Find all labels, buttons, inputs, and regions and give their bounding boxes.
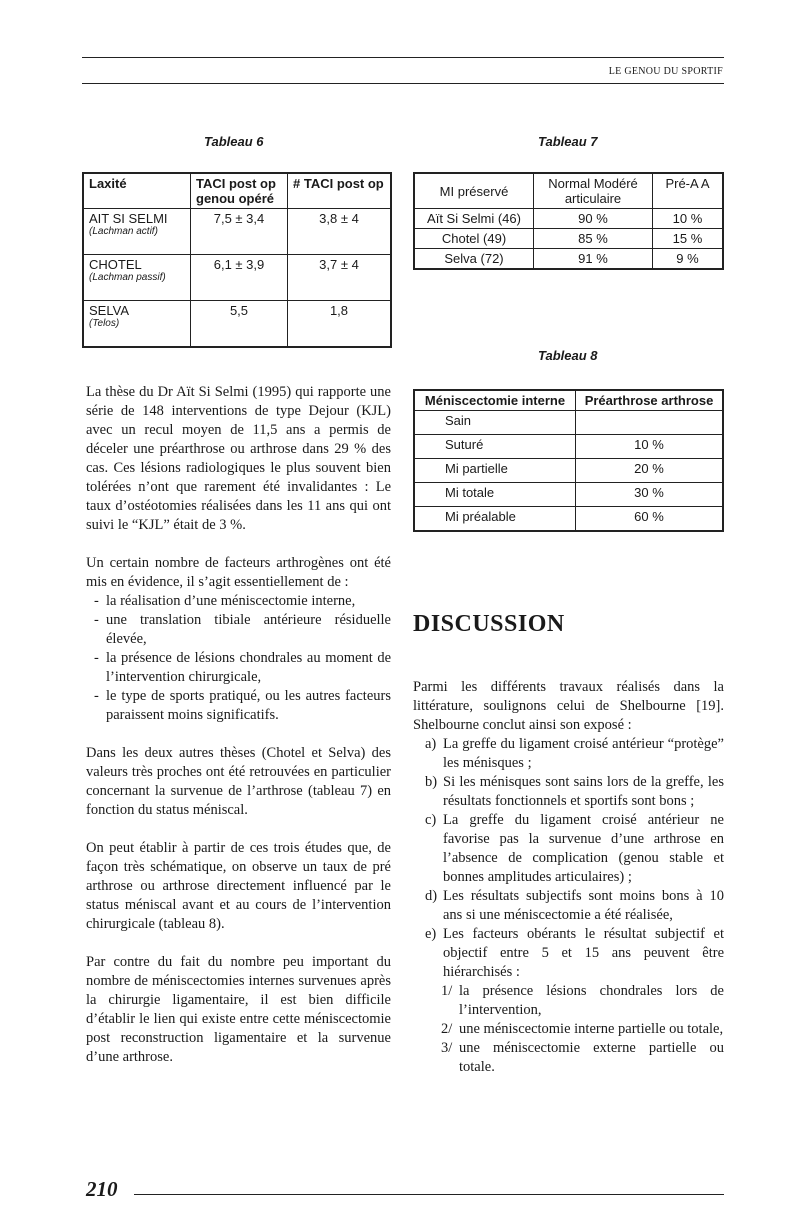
table7-caption: Tableau 7	[538, 134, 598, 149]
list-marker: 1/	[441, 983, 453, 999]
list-item-text: la présence de lésions chondrales au moment de l’intervention chirurgicale,	[106, 650, 391, 685]
section-title-discussion: DISCUSSION	[413, 611, 565, 637]
table-row-label	[83, 301, 191, 347]
list-item	[413, 982, 724, 1020]
table-row	[414, 435, 723, 459]
table-row	[414, 483, 723, 507]
list-item-text: La greffe du ligament croisé antérieur ne favorise pas la survenue d’une arthrose en l’absence de complication (genou stable et bonnes amplitudes articulaires) ;	[443, 812, 724, 885]
table-row-label: Aït Si Selmi (46)	[414, 209, 534, 229]
list-item	[413, 735, 724, 773]
row-label-text: CHOTEL	[89, 257, 142, 272]
table-header-row	[414, 390, 723, 411]
list-item-text: Les facteurs obérants le résultat subjectif et objectif entre 5 et 15 ans peuvent être hiérarchisés :	[443, 926, 724, 980]
table-header-row	[414, 173, 723, 209]
table6-header-laxite: Laxité	[83, 173, 191, 209]
list-marker: 3/	[441, 1040, 453, 1056]
paragraph: La thèse du Dr Aït Si Selmi (1995) qui rapporte une série de 148 interventions de type Dejour (KJL) avec un recul moyen de 11,5 ans a permis de déceler une préarthrose ou arthrose dans 29 % des cas. Ces lésions radiologiques le plus souvent bien tolérées n’ont que rarement été invalidantes : Le taux d’ostéotomies réalisées dans les 11 ans qui ont suivi le “KJL” était de 3 %.	[86, 384, 391, 533]
left-column	[86, 383, 391, 1086]
footer-rule	[134, 1194, 724, 1195]
table-row-label: Mi partielle	[414, 459, 576, 483]
table8-header-meniscectomie: Méniscectomie interne	[414, 390, 576, 411]
list-item	[413, 773, 724, 811]
list-item	[413, 887, 724, 925]
list-marker: a)	[425, 736, 437, 752]
list-marker: 2/	[441, 1021, 453, 1037]
table-cell	[576, 411, 724, 435]
paragraph: Dans les deux autres thèses (Chotel et Selva) des valeurs très proches ont été retrouvées en particulier concernant la survenue de l’arthrose (tableau 7) en fonction du status méniscal.	[86, 745, 391, 818]
table-row-label: Mi préalable	[414, 507, 576, 531]
table-cell: 20 %	[576, 459, 724, 483]
table-cell: 1,8	[288, 301, 392, 347]
list-item	[413, 1020, 724, 1039]
list-item-text: La greffe du ligament croisé antérieur “protège” les ménisques ;	[443, 736, 724, 771]
list-marker: e)	[425, 926, 437, 942]
list-item	[413, 811, 724, 887]
list-item: - la réalisation d’une méniscectomie interne,	[94, 593, 356, 609]
table6-header-taci-diff: # TACI post op	[288, 173, 392, 209]
table-row	[83, 209, 391, 255]
table-row	[414, 209, 723, 229]
table-header-row	[83, 173, 391, 209]
table-row-label: Selva (72)	[414, 249, 534, 270]
paragraph: On peut établir à partir de ces trois études que, de façon très schématique, on observe un taux de pré arthrose ou arthrose directement influencé par le status méniscal avant et au cours de l’intervention chirurgicale (tableau 8).	[86, 840, 391, 932]
page-number: 210	[86, 1177, 118, 1201]
table-cell: 30 %	[576, 483, 724, 507]
list-item-text: une translation tibiale antérieure résiduelle élevée,	[106, 612, 391, 647]
table-row	[83, 301, 391, 347]
header-bottom-rule	[82, 83, 724, 84]
table-cell: 6,1 ± 3,9	[191, 255, 288, 301]
list-item	[413, 925, 724, 982]
list-item-text: une méniscectomie interne partielle ou totale,	[459, 1021, 724, 1037]
list-marker: d)	[425, 888, 438, 904]
list-marker: c)	[425, 812, 437, 828]
table-row-label	[83, 209, 191, 255]
table-cell: 7,5 ± 3,4	[191, 209, 288, 255]
list-item-text: Si les ménisques sont sains lors de la greffe, les résultats fonctionnels et sportifs sont bons ;	[443, 774, 724, 809]
table7	[413, 172, 724, 270]
table8	[413, 389, 724, 532]
header-top-rule	[82, 57, 724, 58]
list-item-text: la présence lésions chondrales lors de l’intervention,	[459, 983, 724, 1018]
table-row-label: Suturé	[414, 435, 576, 459]
table-row	[414, 229, 723, 249]
table-row-label: Chotel (49)	[414, 229, 534, 249]
table8-header-prearthrose: Préarthrose arthrose	[576, 390, 724, 411]
table-cell: 90 %	[534, 209, 653, 229]
table-cell: 85 %	[534, 229, 653, 249]
table-row-label: Mi totale	[414, 483, 576, 507]
row-label-text: SELVA	[89, 303, 129, 318]
table-row	[83, 255, 391, 301]
right-column	[413, 678, 724, 1077]
table-cell: 10 %	[653, 209, 724, 229]
list-marker: b)	[425, 774, 438, 790]
table6	[82, 172, 392, 348]
table7-header-normal: Normal Modéré articulaire	[534, 173, 653, 209]
paragraph: Parmi les différents travaux réalisés dans la littérature, soulignons celui de Shelbourne [19]. Shelbourne conclut ainsi son exposé :	[413, 679, 724, 733]
table-row-label: Sain	[414, 411, 576, 435]
table6-caption: Tableau 6	[204, 134, 264, 149]
row-label-text: AIT SI SELMI	[89, 211, 168, 226]
table-cell: 5,5	[191, 301, 288, 347]
list-item-text: une méniscectomie externe partielle ou totale.	[459, 1040, 724, 1075]
list-item-text: Les résultats subjectifs sont moins bons à 10 ans si une méniscectomie a été réalisée,	[443, 888, 724, 923]
paragraph: Un certain nombre de facteurs arthrogènes ont été mis en évidence, il s’agit essentiellement de :	[86, 555, 391, 590]
list-item: - la présence de lésions chondrales au moment de l’intervention chirurgicale,	[94, 650, 391, 685]
factor-list	[86, 592, 391, 725]
table-cell: 10 %	[576, 435, 724, 459]
table8-caption: Tableau 8	[538, 348, 598, 363]
table-cell: 3,7 ± 4	[288, 255, 392, 301]
table-row	[414, 507, 723, 531]
list-item-text: le type de sports pratiqué, ou les autres facteurs paraissent moins significatifs.	[106, 688, 391, 723]
row-sublabel: (Lachman passif)	[89, 272, 166, 283]
table-row	[414, 411, 723, 435]
table-cell: 9 %	[653, 249, 724, 270]
conclusion-list	[413, 735, 724, 982]
paragraph: Par contre du fait du nombre peu important du nombre de méniscectomies internes survenues après la chirurgie ligamentaire, il est bien difficile d’établir le lien qui existe entre cette méniscectomie post reconstruction ligamentaire et la survenue d’une arthrose.	[86, 954, 391, 1065]
table-row	[414, 459, 723, 483]
table-cell: 15 %	[653, 229, 724, 249]
list-item: - une translation tibiale antérieure résiduelle élevée,	[94, 612, 391, 647]
table-row-label	[83, 255, 191, 301]
table-cell: 91 %	[534, 249, 653, 270]
list-item-text: la réalisation d’une méniscectomie interne,	[106, 593, 356, 609]
table-row	[414, 249, 723, 270]
table-cell: 3,8 ± 4	[288, 209, 392, 255]
table7-header-mi: MI préservé	[414, 173, 534, 209]
table6-header-taci-opere: TACI post op genou opéré	[191, 173, 288, 209]
ranking-list	[413, 982, 724, 1077]
table-cell: 60 %	[576, 507, 724, 531]
row-sublabel: (Telos)	[89, 318, 120, 329]
running-header: LE GENOU DU SPORTIF	[608, 66, 723, 77]
row-sublabel: (Lachman actif)	[89, 226, 158, 237]
list-item: - le type de sports pratiqué, ou les autres facteurs paraissent moins significatifs.	[94, 688, 391, 723]
table7-header-prea: Pré-A A	[653, 173, 724, 209]
list-item	[413, 1039, 724, 1077]
